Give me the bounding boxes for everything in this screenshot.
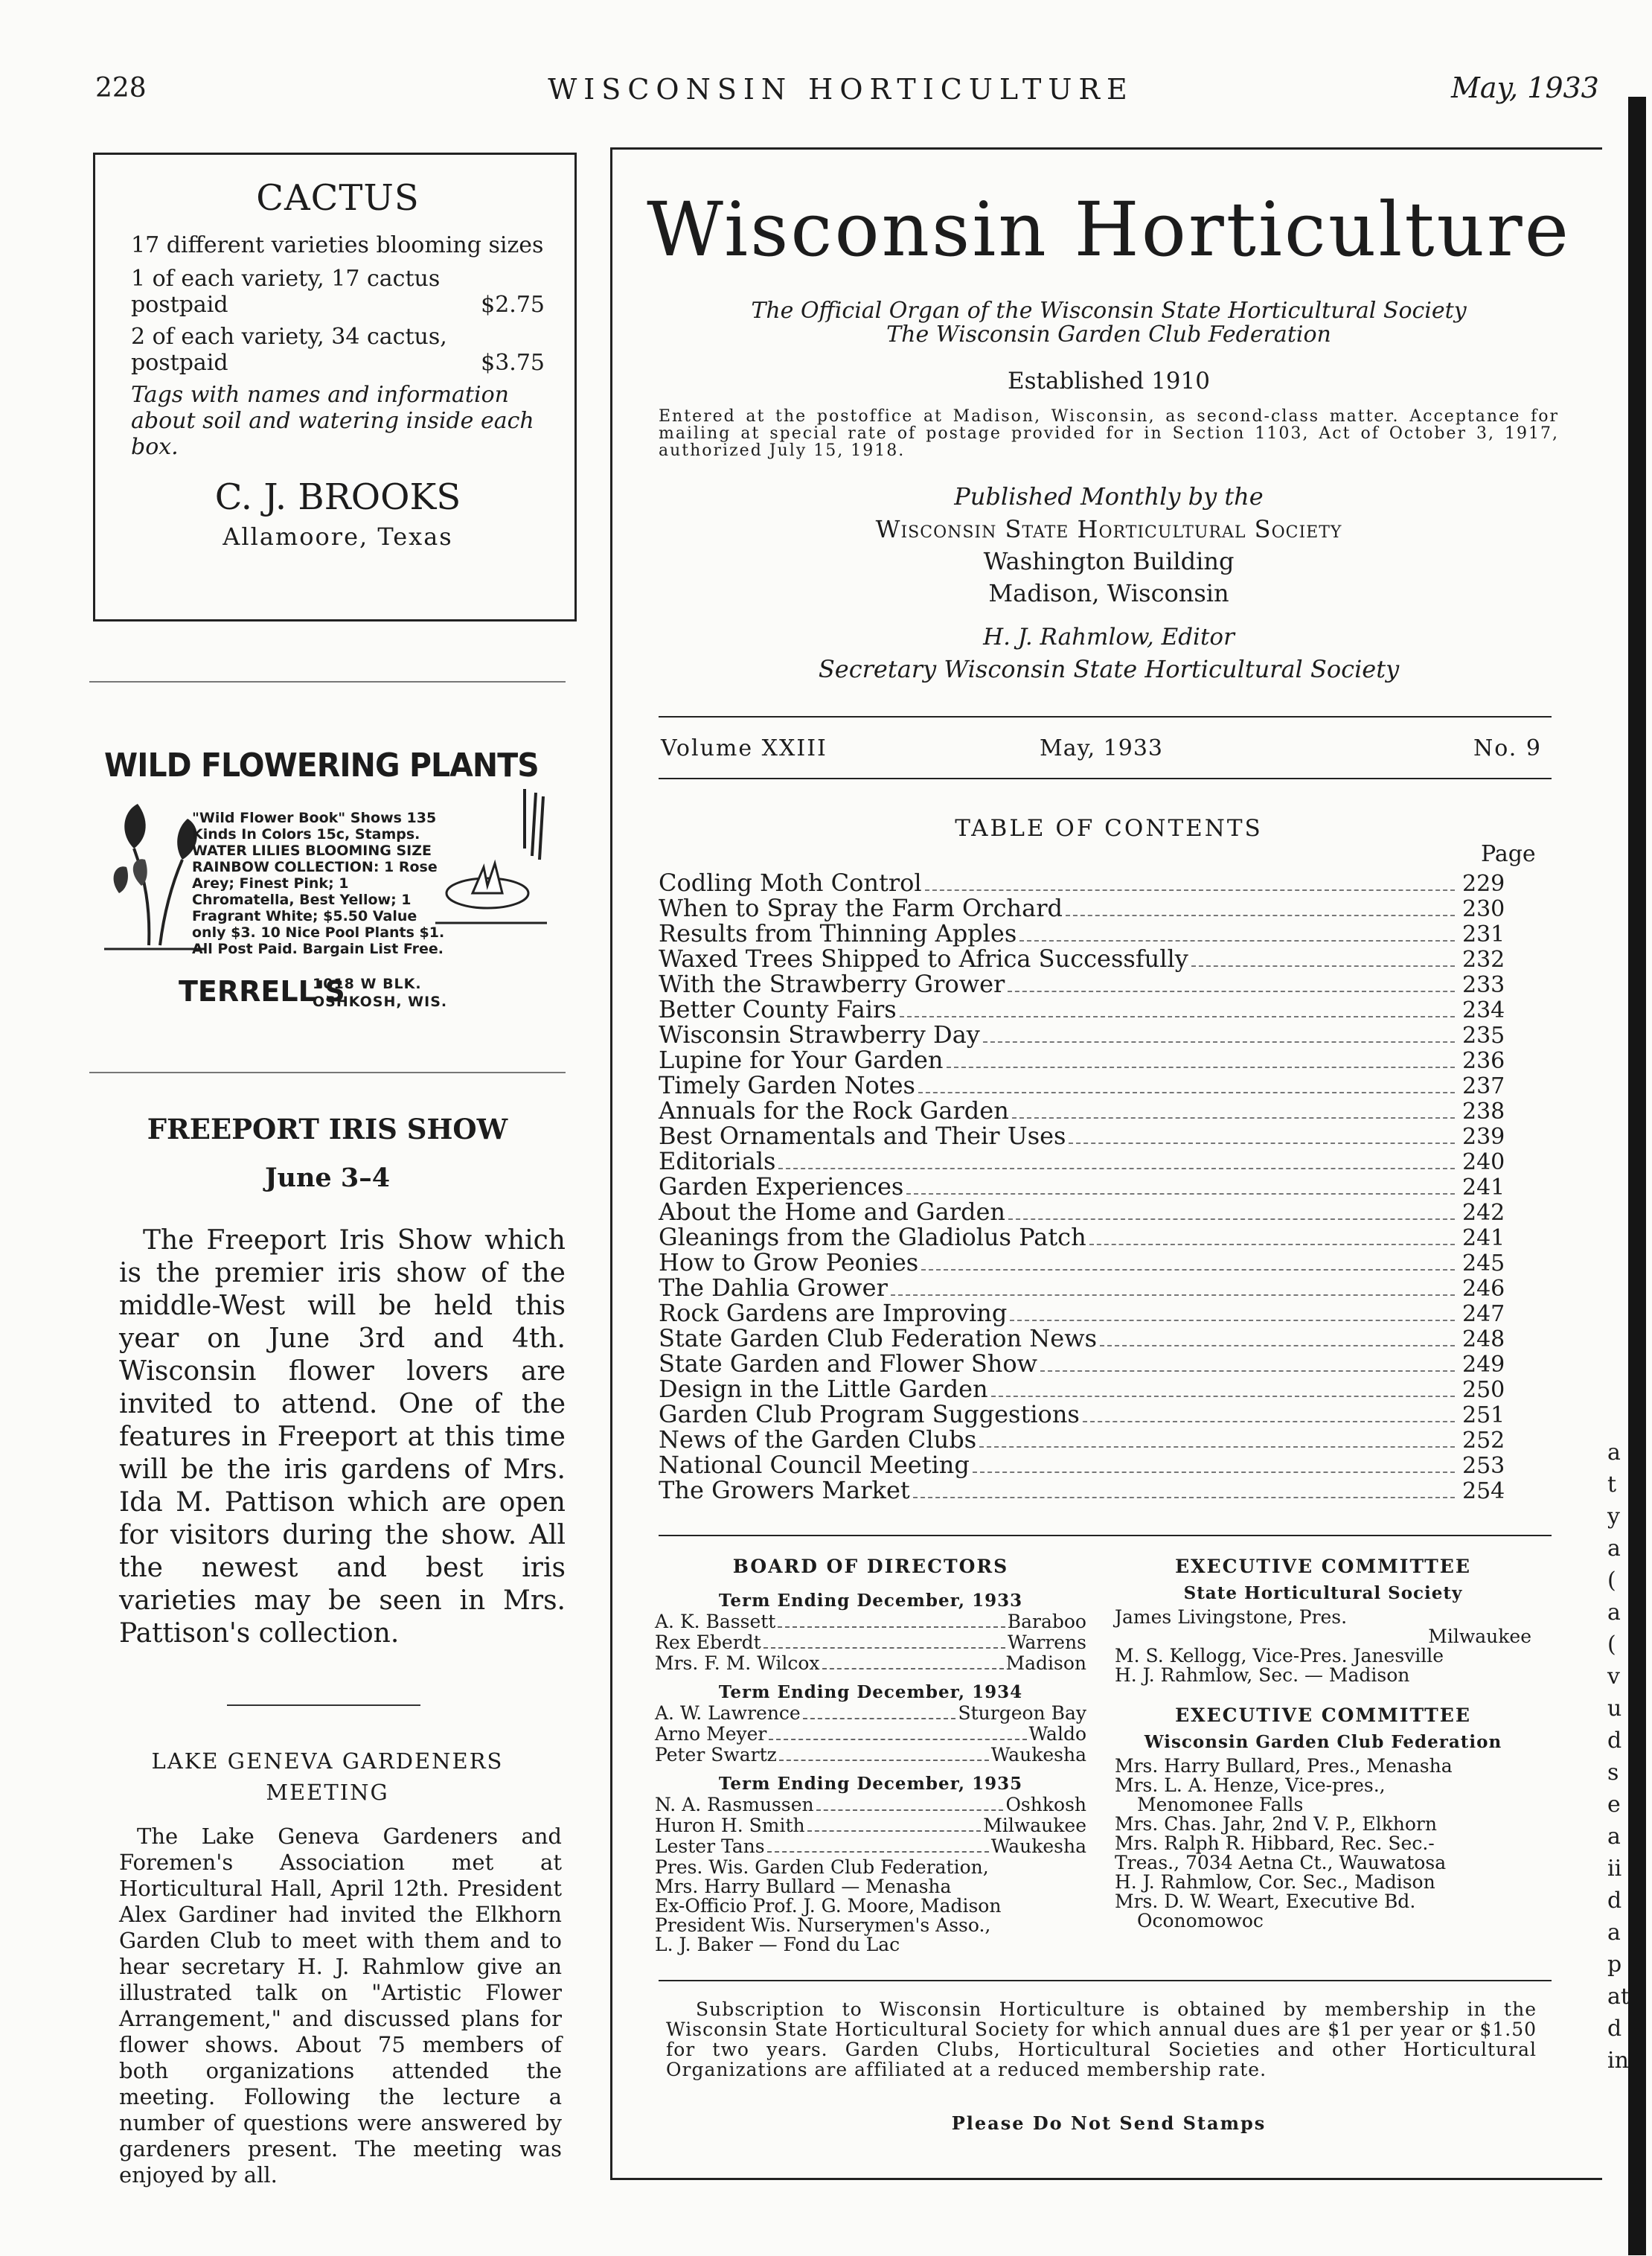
toc-leader-dots (778, 1168, 1455, 1169)
masthead-organ-line-2: The Wisconsin Garden Club Federation (886, 322, 1331, 348)
subscription-text: Subscription to Wisconsin Horticulture is obtained by membership in the Wisconsin State Horticultural Society for which annual dues are $1 per year or $1.50 for two years. Garden Clubs, Horticultural Societies and other Horticultural Organizations are affiliated at a reduced membership rate. (666, 1998, 1537, 2080)
cactus-ad (93, 153, 577, 621)
toc-entry (659, 1122, 1505, 1150)
board-member-place: Warrens (1007, 1632, 1086, 1653)
divider (659, 1535, 1552, 1536)
board-member-name: Arno Meyer (655, 1723, 767, 1745)
lake-geneva-title: LAKE GENEVA GARDENERS MEETING (151, 1748, 504, 1805)
toc-entry-title: Design in the Little Garden (659, 1375, 988, 1403)
leader-dots (779, 1760, 989, 1761)
toc-leader-dots (973, 1471, 1455, 1473)
edge-fragment: d (1607, 1728, 1622, 1754)
exec2-line: Menomonee Falls (1137, 1794, 1304, 1815)
issue-volume: Volume XXIII (661, 735, 827, 761)
wildflower-ad-body: "Wild Flower Book" Shows 135 Kinds In Colors 15c, Stamps. WATER LILIES BLOOMING SIZE RAINBOW COLLECTION: 1 Rose Arey; Finest Pink; 1 Chromatella, Best Yellow; 1 Fragrant White; $5.50 Value only $3. 10 Nice Pool Plants $1. All Post Paid. Bargain List Free. (192, 810, 445, 957)
issue-bar-bottom-rule (659, 778, 1552, 779)
toc-leader-dots (1019, 940, 1455, 942)
toc-entry (659, 1147, 1505, 1175)
toc-leader-dots (1089, 1244, 1455, 1245)
board-member-name: Lester Tans (655, 1835, 765, 1857)
toc-entry (659, 1400, 1505, 1428)
masthead-title: Wisconsin Horticulture (647, 186, 1571, 273)
toc-entry-title: About the Home and Garden (659, 1198, 1006, 1226)
edge-fragment: d (1607, 2016, 1622, 2042)
toc-entry-page: 235 (1462, 1023, 1505, 1049)
toc-entry (659, 970, 1505, 998)
toc-page-label: Page (1481, 841, 1536, 867)
board-member-place: Madison (1005, 1652, 1086, 1674)
board-member-place: Waukesha (990, 1744, 1086, 1766)
toc-leader-dots (947, 1067, 1455, 1068)
toc-entry-page: 232 (1462, 947, 1505, 973)
leader-dots (763, 1647, 1005, 1649)
toc-entry-title: Gleanings from the Gladiolus Patch (659, 1223, 1086, 1251)
toc-leader-dots (918, 1092, 1455, 1093)
cactus-title: CACTUS (256, 177, 420, 219)
edge-fragment: y (1607, 1504, 1620, 1530)
toc-entry-page: 239 (1462, 1124, 1505, 1150)
toc-entry (659, 894, 1505, 922)
iris-show-title: FREEPORT IRIS SHOW (147, 1113, 508, 1145)
edge-fragment: a (1607, 1536, 1621, 1562)
toc-entry-page: 248 (1462, 1326, 1505, 1352)
edge-fragment: ii (1607, 1856, 1622, 1882)
subscription-stamps-note: Please Do Not Send Stamps (951, 2112, 1267, 2134)
toc-leader-dots (1008, 1218, 1455, 1220)
masthead-published: Published Monthly by the (954, 482, 1264, 511)
edge-fragment: ( (1607, 1632, 1616, 1658)
exec2-line: Mrs. Chas. Jahr, 2nd V. P., Elkhorn (1115, 1813, 1437, 1835)
masthead-organ-line-1: The Official Organ of the Wisconsin State Horticultural Society (751, 298, 1467, 324)
toc-entry-page: 242 (1462, 1200, 1505, 1226)
board-ex-officio-line: President Wis. Nurserymen's Asso., (655, 1914, 991, 1936)
board-member-place: Sturgeon Bay (958, 1702, 1086, 1724)
board-of-directors (655, 1556, 1086, 1955)
lake-geneva-body: The Lake Geneva Gardeners and Foremen's Association met at Horticultural Hall, April 12th. President Alex Gardiner had invited the Elkhorn Garden Club to meet with them and to hear secretary H. J. Rahmlow give an illustrated talk on "Artistic Flower Arrangement," and discussed plans for flower shows. About 75 members of both organizations attended the meeting. Following the lecture a number of questions were answered by gardeners present. The meeting was enjoyed by all. (119, 1824, 562, 2188)
board-terms (655, 1591, 1086, 1858)
masthead-established: Established 1910 (1008, 368, 1210, 394)
toc-entry-page: 249 (1462, 1352, 1505, 1378)
board-member-name: N. A. Rasmussen (655, 1794, 814, 1815)
toc-entry (659, 1020, 1505, 1049)
water-lily-illustration-icon (104, 789, 205, 953)
adjacent-page-fragments (1607, 1437, 1630, 2077)
exec2-line: Mrs. Ralph R. Hibbard, Rec. Sec.- (1115, 1832, 1435, 1854)
leader-dots (803, 1718, 956, 1719)
exec2-title: EXECUTIVE COMMITTEE (1175, 1704, 1471, 1726)
masthead-building: Washington Building (983, 547, 1235, 575)
cactus-location: Allamoore, Texas (222, 523, 453, 551)
toc-leader-dots (900, 1016, 1455, 1017)
toc-leader-dots (991, 1396, 1455, 1397)
executive-committee-society (1115, 1556, 1531, 1931)
iris-show-body: The Freeport Iris Show which is the premier iris show of the middle-West will be held this year on June 3rd and 4th. Wisconsin flower lovers are invited to attend. One of the features in Freeport at this time will be the iris gardens of Mrs. Ida M. Pattison which are open for visitors during the show. All the newest and best iris varieties may be seen in Mrs. Pattison's collection. (119, 1225, 566, 1649)
edge-fragment: a (1607, 1824, 1621, 1850)
issue-bar-top-rule (659, 716, 1552, 718)
toc-entry (659, 1274, 1505, 1302)
toc-entry-title: Wisconsin Strawberry Day (659, 1020, 980, 1049)
board-term-label: Term Ending December, 1935 (718, 1774, 1023, 1794)
issue-date: May, 1933 (1040, 735, 1163, 761)
board-ex-officio-line: Ex-Officio Prof. J. G. Moore, Madison (655, 1895, 1002, 1917)
toc-leader-dots (1100, 1345, 1455, 1346)
page-edge-bar (1628, 97, 1646, 2255)
toc-entry-title: Results from Thinning Apples (659, 919, 1017, 948)
toc-entry (659, 1223, 1505, 1251)
toc-entry (659, 1425, 1505, 1454)
wildflower-ad-seller: TERRELL'S (179, 975, 345, 1008)
exec2-line: Treas., 7034 Aetna Ct., Wauwatosa (1115, 1852, 1447, 1873)
toc-entry-title: With the Strawberry Grower (659, 970, 1005, 998)
leader-dots (816, 1809, 1004, 1811)
toc-entry-page: 240 (1462, 1149, 1505, 1175)
board-member (655, 1612, 1086, 1633)
toc-entry-title: State Garden and Flower Show (659, 1349, 1037, 1378)
toc-leader-dots (925, 889, 1455, 891)
cactus-seller: C. J. BROOKS (214, 476, 461, 518)
leader-dots (769, 1739, 1026, 1740)
edge-fragment: s (1607, 1760, 1619, 1786)
edge-fragment: v (1607, 1664, 1620, 1690)
board-member (655, 1725, 1086, 1745)
toc-leader-dots (1010, 1320, 1455, 1321)
toc-leader-dots (913, 1497, 1455, 1498)
toc-entry (659, 919, 1505, 948)
exec1-line: James Livingstone, Pres. (1115, 1606, 1348, 1628)
cactus-offer (131, 324, 545, 376)
toc-entry-title: News of the Garden Clubs (659, 1425, 977, 1454)
toc-entry-page: 231 (1462, 921, 1505, 948)
toc-entry-page: 230 (1462, 896, 1505, 922)
exec2-line: H. J. Rahmlow, Cor. Sec., Madison (1115, 1871, 1435, 1893)
toc-title: TABLE OF CONTENTS (955, 815, 1263, 842)
cactus-intro: 17 different varieties blooming sizes (131, 232, 544, 258)
toc-entry-page: 229 (1462, 871, 1505, 897)
toc-entry-title: The Growers Market (659, 1476, 910, 1504)
exec2-lines (1115, 1757, 1531, 1931)
page-number: 228 (95, 73, 147, 103)
toc-entry (659, 1172, 1505, 1201)
toc-leader-dots (906, 1193, 1455, 1195)
divider (89, 1072, 566, 1073)
masthead-editor: H. J. Rahmlow, Editor (983, 624, 1235, 651)
toc-entry-page: 234 (1462, 997, 1505, 1023)
header-date: May, 1933 (1451, 71, 1599, 104)
board-member (655, 1654, 1086, 1675)
edge-fragment: at (1607, 1984, 1630, 2010)
toc-entry (659, 1324, 1505, 1352)
toc-leader-dots (891, 1294, 1455, 1296)
toc-leader-dots (979, 1446, 1455, 1448)
board-ex-officio (655, 1858, 1086, 1955)
board-member-name: A. K. Bassett (655, 1611, 776, 1632)
toc-entry-title: Annuals for the Rock Garden (659, 1096, 1009, 1125)
toc-entry (659, 1451, 1505, 1479)
board-member-name: A. W. Lawrence (655, 1702, 801, 1724)
exec2-line: Mrs. D. W. Weart, Executive Bd. (1115, 1891, 1416, 1912)
toc-entry-title: Lupine for Your Garden (659, 1046, 944, 1074)
toc-leader-dots (1008, 991, 1455, 992)
board-member-place: Oshkosh (1005, 1794, 1086, 1815)
board-member-name: Mrs. F. M. Wilcox (655, 1652, 820, 1674)
toc-entry-title: Timely Garden Notes (659, 1071, 915, 1099)
exec2-subtitle: Wisconsin Garden Club Federation (1144, 1732, 1502, 1752)
board-member-place: Waldo (1028, 1723, 1086, 1745)
toc-entry (659, 1046, 1505, 1074)
leader-dots (807, 1830, 982, 1832)
masthead-society: Wisconsin State Horticultural Society (875, 515, 1342, 543)
wildflower-ad-title: WILD FLOWERING PLANTS (104, 747, 539, 785)
edge-fragment: in (1607, 2048, 1629, 2074)
cactus-offer-price: $3.75 (481, 350, 545, 376)
toc-entry-title: Editorials (659, 1147, 776, 1175)
cactus-offer-price: $2.75 (481, 292, 545, 318)
toc-entry (659, 869, 1505, 897)
divider (227, 1704, 420, 1706)
toc-entry-page: 247 (1462, 1301, 1505, 1327)
edge-fragment: e (1607, 1792, 1621, 1818)
board-member-place: Baraboo (1007, 1611, 1086, 1632)
exec1-subtitle: State Horticultural Society (1183, 1583, 1463, 1603)
toc-entry (659, 1248, 1505, 1276)
leader-dots (822, 1668, 1004, 1669)
board-member (655, 1816, 1086, 1837)
issue-number: No. 9 (1473, 735, 1542, 761)
toc-entry-page: 233 (1462, 972, 1505, 998)
board-member (655, 1704, 1086, 1725)
toc-leader-dots (1040, 1370, 1455, 1372)
toc-entry-page: 253 (1462, 1453, 1505, 1479)
toc-entry (659, 1096, 1505, 1125)
toc-entry-page: 251 (1462, 1402, 1505, 1428)
board-ex-officio-line: L. J. Baker — Fond du Lac (655, 1934, 900, 1955)
edge-fragment: u (1607, 1696, 1622, 1722)
exec1-line: H. J. Rahmlow, Sec. — Madison (1115, 1664, 1410, 1686)
board-member (655, 1633, 1086, 1654)
masthead-entry-notice: Entered at the postoffice at Madison, Wisconsin, as second-class matter. Acceptance for mailing at special rate of postage provided for in Section 1103, Act of October 3, 1917, authorized July 15, 1918. (659, 407, 1559, 460)
board-member-name: Huron H. Smith (655, 1815, 805, 1836)
toc-leader-dots (1083, 1421, 1455, 1422)
edge-fragment: a (1607, 1439, 1621, 1466)
toc-entry-page: 241 (1462, 1175, 1505, 1201)
toc-entry (659, 1476, 1505, 1504)
table-of-contents (659, 869, 1505, 1504)
exec2-line: Mrs. L. A. Henze, Vice-pres., (1115, 1774, 1386, 1796)
leader-dots (778, 1626, 1005, 1628)
board-member-name: Rex Eberdt (655, 1632, 761, 1653)
toc-leader-dots (921, 1269, 1455, 1271)
board-member-name: Peter Swartz (655, 1744, 777, 1766)
toc-entry (659, 1299, 1505, 1327)
board-member-place: Milwaukee (983, 1815, 1086, 1836)
wildflower-ad-address: 1018 W BLK. OSHKOSH, WIS. (313, 976, 448, 1010)
toc-entry-page: 245 (1462, 1250, 1505, 1276)
leader-dots (767, 1851, 989, 1853)
toc-entry (659, 1071, 1505, 1099)
toc-entry-page: 252 (1462, 1428, 1505, 1454)
toc-entry-title: Best Ornamentals and Their Uses (659, 1122, 1066, 1150)
toc-leader-dots (1191, 965, 1455, 967)
toc-entry-page: 246 (1462, 1276, 1505, 1302)
toc-entry-title: Rock Gardens are Improving (659, 1299, 1008, 1327)
toc-entry-title: State Garden Club Federation News (659, 1324, 1098, 1352)
cactus-offer-text: 2 of each variety, 34 cactus, postpaid (131, 324, 447, 376)
exec1-line: Milwaukee (1428, 1626, 1531, 1647)
toc-entry-title: Garden Experiences (659, 1172, 904, 1201)
edge-fragment: t (1607, 1471, 1617, 1498)
toc-entry (659, 1198, 1505, 1226)
toc-entry-title: Better County Fairs (659, 995, 897, 1023)
toc-entry-page: 254 (1462, 1478, 1505, 1504)
cactus-offer-text: 1 of each variety, 17 cactus postpaid (131, 266, 441, 318)
cactus-note: Tags with names and information about soil and watering inside each box. (131, 382, 534, 460)
masthead-city: Madison, Wisconsin (988, 579, 1229, 607)
cactus-offer (131, 266, 545, 318)
toc-entry-title: Garden Club Program Suggestions (659, 1400, 1080, 1428)
masthead-secretary: Secretary Wisconsin State Horticultural Society (818, 655, 1400, 683)
board-term-label: Term Ending December, 1933 (718, 1591, 1023, 1611)
exec1-title: EXECUTIVE COMMITTEE (1175, 1556, 1471, 1577)
iris-show-date: June 3–4 (264, 1163, 391, 1193)
toc-entry-page: 237 (1462, 1073, 1505, 1099)
toc-entry-title: Codling Moth Control (659, 869, 922, 897)
board-member (655, 1745, 1086, 1766)
toc-entry-title: Waxed Trees Shipped to Africa Successfully (659, 945, 1188, 973)
toc-entry-title: National Council Meeting (659, 1451, 970, 1479)
exec2-line: Mrs. Harry Bullard, Pres., Menasha (1115, 1755, 1453, 1777)
toc-leader-dots (983, 1041, 1455, 1043)
board-title: BOARD OF DIRECTORS (732, 1556, 1009, 1577)
board-ex-officio-line: Pres. Wis. Garden Club Federation, (655, 1856, 989, 1878)
toc-entry-title: How to Grow Peonies (659, 1248, 919, 1276)
toc-entry-title: The Dahlia Grower (659, 1274, 888, 1302)
toc-entry-page: 236 (1462, 1048, 1505, 1074)
toc-entry-page: 241 (1462, 1225, 1505, 1251)
edge-fragment: a (1607, 1600, 1621, 1626)
edge-fragment: a (1607, 1920, 1621, 1946)
divider (659, 1980, 1552, 1981)
toc-entry-page: 238 (1462, 1099, 1505, 1125)
toc-entry-page: 250 (1462, 1377, 1505, 1403)
toc-leader-dots (1069, 1143, 1455, 1144)
toc-entry (659, 945, 1505, 973)
edge-fragment: d (1607, 1888, 1622, 1914)
toc-entry (659, 995, 1505, 1023)
toc-leader-dots (1066, 915, 1455, 916)
exec1-line: M. S. Kellogg, Vice-Pres. Janesville (1115, 1645, 1444, 1667)
board-ex-officio-line: Mrs. Harry Bullard — Menasha (655, 1876, 952, 1897)
board-member (655, 1837, 1086, 1858)
running-title: WISCONSIN HORTICULTURE (548, 73, 1134, 106)
board-member (655, 1795, 1086, 1816)
edge-fragment: p (1607, 1952, 1622, 1978)
edge-fragment: ( (1607, 1568, 1616, 1594)
divider (89, 681, 566, 683)
board-member-place: Waukesha (990, 1835, 1086, 1857)
toc-leader-dots (1012, 1117, 1455, 1119)
toc-entry (659, 1375, 1505, 1403)
toc-entry (659, 1349, 1505, 1378)
exec2-line: Oconomowoc (1137, 1910, 1264, 1931)
toc-entry-title: When to Spray the Farm Orchard (659, 894, 1063, 922)
board-term-label: Term Ending December, 1934 (718, 1682, 1023, 1702)
